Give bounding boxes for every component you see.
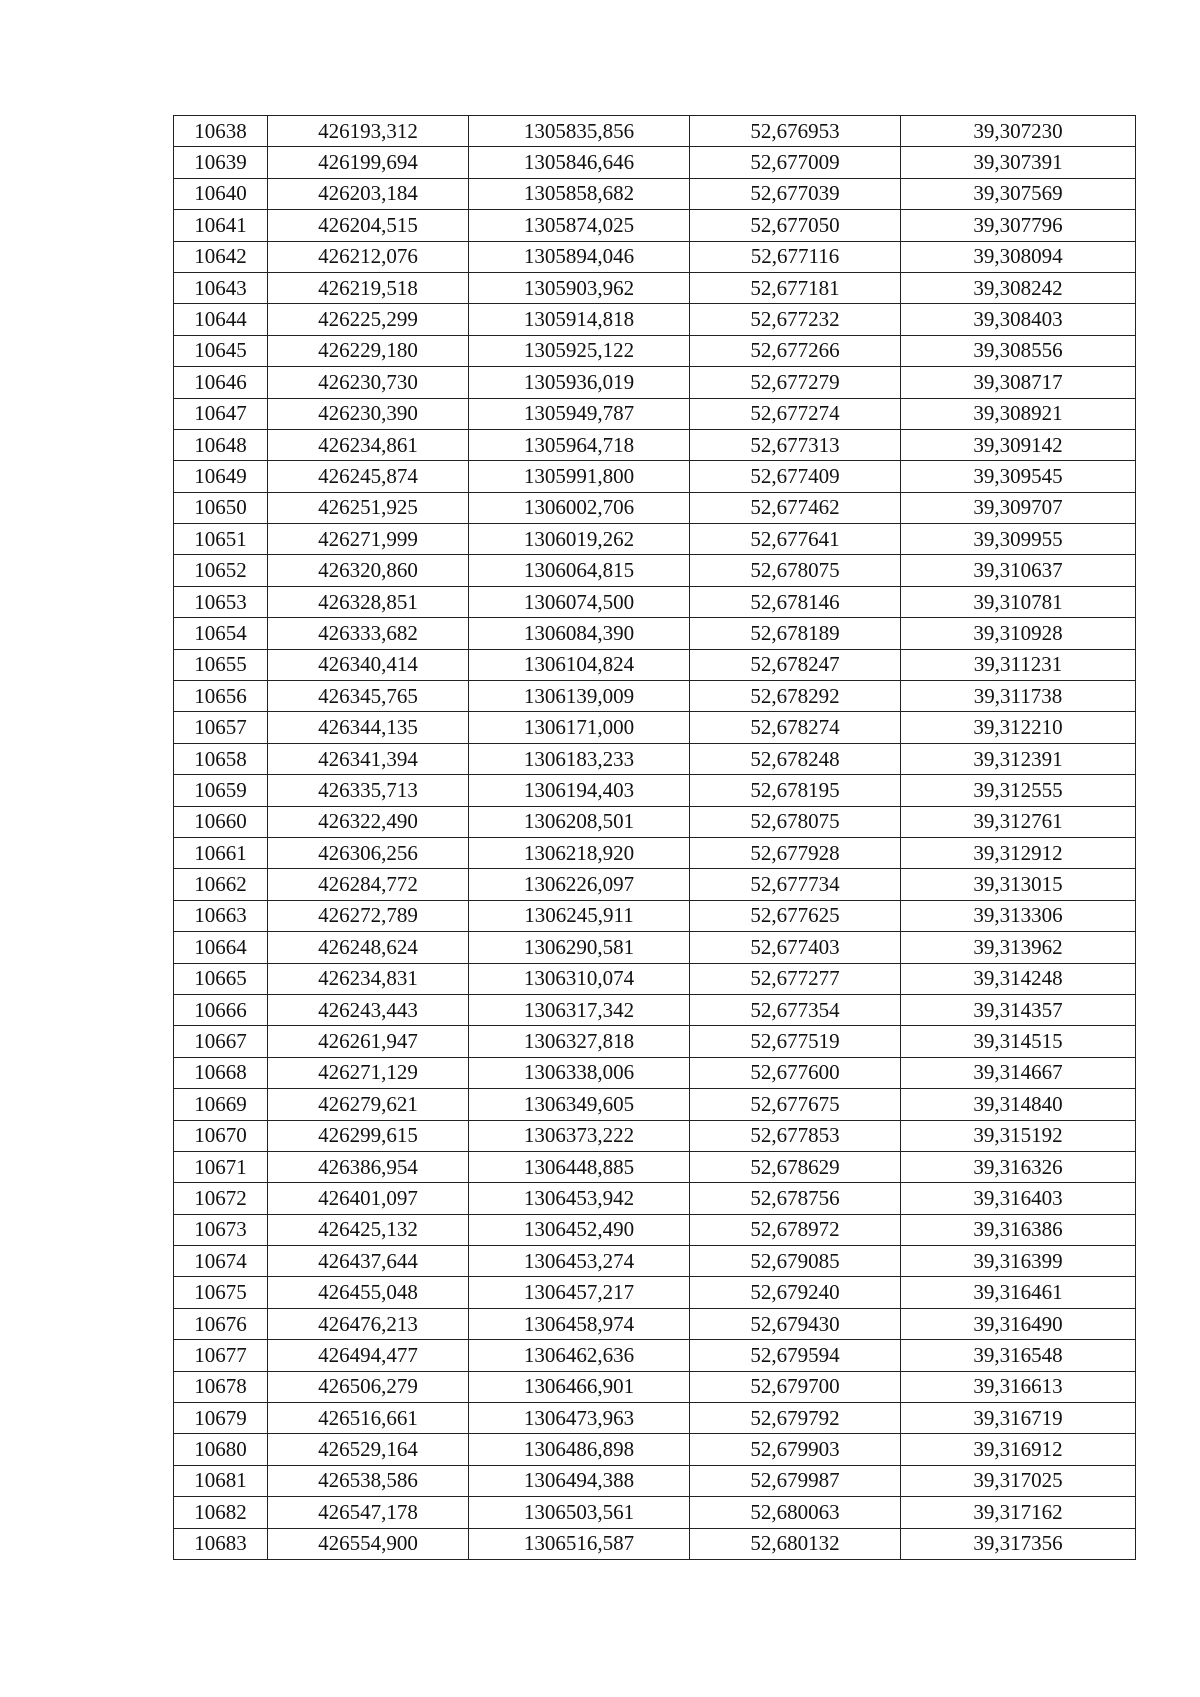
table-row xyxy=(174,681,1136,712)
table-row xyxy=(174,1497,1136,1528)
y-coordinate-cell: 1306310,074 xyxy=(469,963,690,994)
latitude-cell: 52,677232 xyxy=(690,304,901,335)
x-coordinate-cell: 426345,765 xyxy=(268,681,469,712)
latitude-cell: 52,677853 xyxy=(690,1120,901,1151)
latitude-cell: 52,678274 xyxy=(690,712,901,743)
coordinates-table-body xyxy=(174,116,1136,1560)
longitude-cell: 39,312210 xyxy=(901,712,1136,743)
y-coordinate-cell: 1305914,818 xyxy=(469,304,690,335)
longitude-cell: 39,308921 xyxy=(901,398,1136,429)
latitude-cell: 52,677403 xyxy=(690,932,901,963)
y-coordinate-cell: 1306503,561 xyxy=(469,1497,690,1528)
x-coordinate-cell: 426554,900 xyxy=(268,1528,469,1559)
table-row xyxy=(174,555,1136,586)
longitude-cell: 39,312555 xyxy=(901,775,1136,806)
longitude-cell: 39,315192 xyxy=(901,1120,1136,1151)
latitude-cell: 52,677625 xyxy=(690,900,901,931)
x-coordinate-cell: 426328,851 xyxy=(268,586,469,617)
table-row xyxy=(174,1371,1136,1402)
latitude-cell: 52,680132 xyxy=(690,1528,901,1559)
latitude-cell: 52,677928 xyxy=(690,837,901,868)
table-row xyxy=(174,712,1136,743)
longitude-cell: 39,309142 xyxy=(901,429,1136,460)
y-coordinate-cell: 1306486,898 xyxy=(469,1434,690,1465)
y-coordinate-cell: 1306448,885 xyxy=(469,1151,690,1182)
y-coordinate-cell: 1306064,815 xyxy=(469,555,690,586)
longitude-cell: 39,317025 xyxy=(901,1465,1136,1496)
longitude-cell: 39,309707 xyxy=(901,492,1136,523)
y-coordinate-cell: 1305858,682 xyxy=(469,178,690,209)
x-coordinate-cell: 426271,129 xyxy=(268,1057,469,1088)
latitude-cell: 52,677675 xyxy=(690,1089,901,1120)
point-number-cell: 10648 xyxy=(174,429,268,460)
latitude-cell: 52,678189 xyxy=(690,618,901,649)
coordinates-table xyxy=(173,115,1136,1560)
x-coordinate-cell: 426386,954 xyxy=(268,1151,469,1182)
latitude-cell: 52,678756 xyxy=(690,1183,901,1214)
x-coordinate-cell: 426437,644 xyxy=(268,1246,469,1277)
x-coordinate-cell: 426333,682 xyxy=(268,618,469,649)
table-row xyxy=(174,1214,1136,1245)
table-row xyxy=(174,116,1136,147)
point-number-cell: 10675 xyxy=(174,1277,268,1308)
longitude-cell: 39,314840 xyxy=(901,1089,1136,1120)
point-number-cell: 10656 xyxy=(174,681,268,712)
x-coordinate-cell: 426204,515 xyxy=(268,210,469,241)
y-coordinate-cell: 1306317,342 xyxy=(469,994,690,1025)
longitude-cell: 39,316399 xyxy=(901,1246,1136,1277)
x-coordinate-cell: 426506,279 xyxy=(268,1371,469,1402)
table-row xyxy=(174,775,1136,806)
latitude-cell: 52,678146 xyxy=(690,586,901,617)
point-number-cell: 10679 xyxy=(174,1403,268,1434)
longitude-cell: 39,314515 xyxy=(901,1026,1136,1057)
longitude-cell: 39,316548 xyxy=(901,1340,1136,1371)
y-coordinate-cell: 1306194,403 xyxy=(469,775,690,806)
x-coordinate-cell: 426306,256 xyxy=(268,837,469,868)
x-coordinate-cell: 426234,861 xyxy=(268,429,469,460)
table-row xyxy=(174,1528,1136,1559)
latitude-cell: 52,679903 xyxy=(690,1434,901,1465)
latitude-cell: 52,677274 xyxy=(690,398,901,429)
table-row xyxy=(174,1340,1136,1371)
latitude-cell: 52,677277 xyxy=(690,963,901,994)
longitude-cell: 39,313015 xyxy=(901,869,1136,900)
y-coordinate-cell: 1306074,500 xyxy=(469,586,690,617)
latitude-cell: 52,678972 xyxy=(690,1214,901,1245)
longitude-cell: 39,307391 xyxy=(901,147,1136,178)
latitude-cell: 52,677116 xyxy=(690,241,901,272)
table-row xyxy=(174,932,1136,963)
table-row xyxy=(174,147,1136,178)
y-coordinate-cell: 1305835,856 xyxy=(469,116,690,147)
latitude-cell: 52,677519 xyxy=(690,1026,901,1057)
table-row xyxy=(174,806,1136,837)
point-number-cell: 10658 xyxy=(174,743,268,774)
longitude-cell: 39,316613 xyxy=(901,1371,1136,1402)
table-row xyxy=(174,335,1136,366)
table-row xyxy=(174,1403,1136,1434)
longitude-cell: 39,309545 xyxy=(901,461,1136,492)
y-coordinate-cell: 1305846,646 xyxy=(469,147,690,178)
point-number-cell: 10673 xyxy=(174,1214,268,1245)
longitude-cell: 39,314357 xyxy=(901,994,1136,1025)
longitude-cell: 39,308403 xyxy=(901,304,1136,335)
y-coordinate-cell: 1306338,006 xyxy=(469,1057,690,1088)
point-number-cell: 10652 xyxy=(174,555,268,586)
longitude-cell: 39,310637 xyxy=(901,555,1136,586)
y-coordinate-cell: 1306516,587 xyxy=(469,1528,690,1559)
x-coordinate-cell: 426225,299 xyxy=(268,304,469,335)
latitude-cell: 52,678248 xyxy=(690,743,901,774)
latitude-cell: 52,679594 xyxy=(690,1340,901,1371)
longitude-cell: 39,308094 xyxy=(901,241,1136,272)
longitude-cell: 39,307796 xyxy=(901,210,1136,241)
x-coordinate-cell: 426229,180 xyxy=(268,335,469,366)
table-row xyxy=(174,210,1136,241)
latitude-cell: 52,678247 xyxy=(690,649,901,680)
y-coordinate-cell: 1306245,911 xyxy=(469,900,690,931)
x-coordinate-cell: 426320,860 xyxy=(268,555,469,586)
longitude-cell: 39,316386 xyxy=(901,1214,1136,1245)
point-number-cell: 10680 xyxy=(174,1434,268,1465)
longitude-cell: 39,316719 xyxy=(901,1403,1136,1434)
x-coordinate-cell: 426271,999 xyxy=(268,524,469,555)
x-coordinate-cell: 426248,624 xyxy=(268,932,469,963)
point-number-cell: 10659 xyxy=(174,775,268,806)
x-coordinate-cell: 426322,490 xyxy=(268,806,469,837)
x-coordinate-cell: 426245,874 xyxy=(268,461,469,492)
longitude-cell: 39,316490 xyxy=(901,1308,1136,1339)
latitude-cell: 52,677181 xyxy=(690,272,901,303)
point-number-cell: 10653 xyxy=(174,586,268,617)
y-coordinate-cell: 1306327,818 xyxy=(469,1026,690,1057)
point-number-cell: 10647 xyxy=(174,398,268,429)
point-number-cell: 10654 xyxy=(174,618,268,649)
latitude-cell: 52,680063 xyxy=(690,1497,901,1528)
longitude-cell: 39,316326 xyxy=(901,1151,1136,1182)
point-number-cell: 10681 xyxy=(174,1465,268,1496)
x-coordinate-cell: 426529,164 xyxy=(268,1434,469,1465)
y-coordinate-cell: 1306290,581 xyxy=(469,932,690,963)
x-coordinate-cell: 426341,394 xyxy=(268,743,469,774)
longitude-cell: 39,313306 xyxy=(901,900,1136,931)
table-row xyxy=(174,1246,1136,1277)
table-row xyxy=(174,304,1136,335)
point-number-cell: 10642 xyxy=(174,241,268,272)
table-row xyxy=(174,994,1136,1025)
longitude-cell: 39,308242 xyxy=(901,272,1136,303)
longitude-cell: 39,316403 xyxy=(901,1183,1136,1214)
point-number-cell: 10662 xyxy=(174,869,268,900)
x-coordinate-cell: 426193,312 xyxy=(268,116,469,147)
table-row xyxy=(174,1465,1136,1496)
table-row xyxy=(174,963,1136,994)
table-row xyxy=(174,367,1136,398)
table-row xyxy=(174,1089,1136,1120)
latitude-cell: 52,677462 xyxy=(690,492,901,523)
y-coordinate-cell: 1306452,490 xyxy=(469,1214,690,1245)
y-coordinate-cell: 1306453,942 xyxy=(469,1183,690,1214)
table-row xyxy=(174,1057,1136,1088)
table-row xyxy=(174,743,1136,774)
latitude-cell: 52,679987 xyxy=(690,1465,901,1496)
y-coordinate-cell: 1306462,636 xyxy=(469,1340,690,1371)
point-number-cell: 10669 xyxy=(174,1089,268,1120)
longitude-cell: 39,314248 xyxy=(901,963,1136,994)
point-number-cell: 10678 xyxy=(174,1371,268,1402)
point-number-cell: 10638 xyxy=(174,116,268,147)
latitude-cell: 52,676953 xyxy=(690,116,901,147)
longitude-cell: 39,313962 xyxy=(901,932,1136,963)
point-number-cell: 10661 xyxy=(174,837,268,868)
latitude-cell: 52,679430 xyxy=(690,1308,901,1339)
table-row xyxy=(174,1151,1136,1182)
x-coordinate-cell: 426261,947 xyxy=(268,1026,469,1057)
longitude-cell: 39,307230 xyxy=(901,116,1136,147)
longitude-cell: 39,312912 xyxy=(901,837,1136,868)
x-coordinate-cell: 426401,097 xyxy=(268,1183,469,1214)
table-row xyxy=(174,429,1136,460)
y-coordinate-cell: 1306084,390 xyxy=(469,618,690,649)
x-coordinate-cell: 426199,694 xyxy=(268,147,469,178)
x-coordinate-cell: 426476,213 xyxy=(268,1308,469,1339)
y-coordinate-cell: 1305874,025 xyxy=(469,210,690,241)
point-number-cell: 10644 xyxy=(174,304,268,335)
longitude-cell: 39,308556 xyxy=(901,335,1136,366)
x-coordinate-cell: 426284,772 xyxy=(268,869,469,900)
longitude-cell: 39,314667 xyxy=(901,1057,1136,1088)
table-row xyxy=(174,586,1136,617)
x-coordinate-cell: 426547,178 xyxy=(268,1497,469,1528)
table-row xyxy=(174,461,1136,492)
latitude-cell: 52,678075 xyxy=(690,555,901,586)
table-row xyxy=(174,618,1136,649)
y-coordinate-cell: 1306218,920 xyxy=(469,837,690,868)
point-number-cell: 10660 xyxy=(174,806,268,837)
table-row xyxy=(174,900,1136,931)
latitude-cell: 52,677050 xyxy=(690,210,901,241)
latitude-cell: 52,678195 xyxy=(690,775,901,806)
point-number-cell: 10670 xyxy=(174,1120,268,1151)
latitude-cell: 52,678075 xyxy=(690,806,901,837)
point-number-cell: 10640 xyxy=(174,178,268,209)
table-row xyxy=(174,1277,1136,1308)
latitude-cell: 52,678292 xyxy=(690,681,901,712)
y-coordinate-cell: 1305991,800 xyxy=(469,461,690,492)
y-coordinate-cell: 1305964,718 xyxy=(469,429,690,460)
table-row xyxy=(174,649,1136,680)
latitude-cell: 52,678629 xyxy=(690,1151,901,1182)
point-number-cell: 10655 xyxy=(174,649,268,680)
y-coordinate-cell: 1306104,824 xyxy=(469,649,690,680)
x-coordinate-cell: 426299,615 xyxy=(268,1120,469,1151)
y-coordinate-cell: 1305894,046 xyxy=(469,241,690,272)
latitude-cell: 52,679085 xyxy=(690,1246,901,1277)
y-coordinate-cell: 1306494,388 xyxy=(469,1465,690,1496)
x-coordinate-cell: 426455,048 xyxy=(268,1277,469,1308)
x-coordinate-cell: 426538,586 xyxy=(268,1465,469,1496)
y-coordinate-cell: 1305949,787 xyxy=(469,398,690,429)
latitude-cell: 52,677409 xyxy=(690,461,901,492)
latitude-cell: 52,677279 xyxy=(690,367,901,398)
longitude-cell: 39,312391 xyxy=(901,743,1136,774)
y-coordinate-cell: 1306473,963 xyxy=(469,1403,690,1434)
x-coordinate-cell: 426340,414 xyxy=(268,649,469,680)
point-number-cell: 10671 xyxy=(174,1151,268,1182)
table-row xyxy=(174,241,1136,272)
y-coordinate-cell: 1306466,901 xyxy=(469,1371,690,1402)
point-number-cell: 10646 xyxy=(174,367,268,398)
y-coordinate-cell: 1305936,019 xyxy=(469,367,690,398)
longitude-cell: 39,310781 xyxy=(901,586,1136,617)
longitude-cell: 39,308717 xyxy=(901,367,1136,398)
table-row xyxy=(174,492,1136,523)
point-number-cell: 10677 xyxy=(174,1340,268,1371)
latitude-cell: 52,677039 xyxy=(690,178,901,209)
x-coordinate-cell: 426335,713 xyxy=(268,775,469,806)
y-coordinate-cell: 1305903,962 xyxy=(469,272,690,303)
latitude-cell: 52,679240 xyxy=(690,1277,901,1308)
y-coordinate-cell: 1306002,706 xyxy=(469,492,690,523)
table-row xyxy=(174,272,1136,303)
point-number-cell: 10650 xyxy=(174,492,268,523)
y-coordinate-cell: 1306453,274 xyxy=(469,1246,690,1277)
y-coordinate-cell: 1306019,262 xyxy=(469,524,690,555)
longitude-cell: 39,312761 xyxy=(901,806,1136,837)
table-row xyxy=(174,524,1136,555)
point-number-cell: 10664 xyxy=(174,932,268,963)
y-coordinate-cell: 1306171,000 xyxy=(469,712,690,743)
x-coordinate-cell: 426272,789 xyxy=(268,900,469,931)
latitude-cell: 52,679792 xyxy=(690,1403,901,1434)
longitude-cell: 39,309955 xyxy=(901,524,1136,555)
y-coordinate-cell: 1306183,233 xyxy=(469,743,690,774)
point-number-cell: 10665 xyxy=(174,963,268,994)
y-coordinate-cell: 1306208,501 xyxy=(469,806,690,837)
y-coordinate-cell: 1306458,974 xyxy=(469,1308,690,1339)
x-coordinate-cell: 426243,443 xyxy=(268,994,469,1025)
longitude-cell: 39,317356 xyxy=(901,1528,1136,1559)
x-coordinate-cell: 426219,518 xyxy=(268,272,469,303)
point-number-cell: 10651 xyxy=(174,524,268,555)
y-coordinate-cell: 1306226,097 xyxy=(469,869,690,900)
point-number-cell: 10649 xyxy=(174,461,268,492)
y-coordinate-cell: 1306373,222 xyxy=(469,1120,690,1151)
longitude-cell: 39,310928 xyxy=(901,618,1136,649)
point-number-cell: 10683 xyxy=(174,1528,268,1559)
table-row xyxy=(174,1120,1136,1151)
point-number-cell: 10682 xyxy=(174,1497,268,1528)
y-coordinate-cell: 1306139,009 xyxy=(469,681,690,712)
point-number-cell: 10657 xyxy=(174,712,268,743)
table-row xyxy=(174,398,1136,429)
x-coordinate-cell: 426494,477 xyxy=(268,1340,469,1371)
latitude-cell: 52,677600 xyxy=(690,1057,901,1088)
y-coordinate-cell: 1305925,122 xyxy=(469,335,690,366)
longitude-cell: 39,316461 xyxy=(901,1277,1136,1308)
x-coordinate-cell: 426251,925 xyxy=(268,492,469,523)
latitude-cell: 52,677266 xyxy=(690,335,901,366)
longitude-cell: 39,311738 xyxy=(901,681,1136,712)
longitude-cell: 39,307569 xyxy=(901,178,1136,209)
point-number-cell: 10676 xyxy=(174,1308,268,1339)
point-number-cell: 10641 xyxy=(174,210,268,241)
latitude-cell: 52,677641 xyxy=(690,524,901,555)
latitude-cell: 52,677313 xyxy=(690,429,901,460)
latitude-cell: 52,679700 xyxy=(690,1371,901,1402)
longitude-cell: 39,316912 xyxy=(901,1434,1136,1465)
table-row xyxy=(174,1308,1136,1339)
table-row xyxy=(174,1026,1136,1057)
x-coordinate-cell: 426234,831 xyxy=(268,963,469,994)
table-row xyxy=(174,1434,1136,1465)
x-coordinate-cell: 426516,661 xyxy=(268,1403,469,1434)
x-coordinate-cell: 426203,184 xyxy=(268,178,469,209)
point-number-cell: 10668 xyxy=(174,1057,268,1088)
latitude-cell: 52,677009 xyxy=(690,147,901,178)
x-coordinate-cell: 426230,390 xyxy=(268,398,469,429)
point-number-cell: 10643 xyxy=(174,272,268,303)
point-number-cell: 10667 xyxy=(174,1026,268,1057)
table-row xyxy=(174,1183,1136,1214)
latitude-cell: 52,677354 xyxy=(690,994,901,1025)
x-coordinate-cell: 426230,730 xyxy=(268,367,469,398)
x-coordinate-cell: 426425,132 xyxy=(268,1214,469,1245)
x-coordinate-cell: 426279,621 xyxy=(268,1089,469,1120)
y-coordinate-cell: 1306457,217 xyxy=(469,1277,690,1308)
point-number-cell: 10639 xyxy=(174,147,268,178)
point-number-cell: 10663 xyxy=(174,900,268,931)
point-number-cell: 10674 xyxy=(174,1246,268,1277)
table-row xyxy=(174,869,1136,900)
latitude-cell: 52,677734 xyxy=(690,869,901,900)
x-coordinate-cell: 426344,135 xyxy=(268,712,469,743)
point-number-cell: 10645 xyxy=(174,335,268,366)
y-coordinate-cell: 1306349,605 xyxy=(469,1089,690,1120)
point-number-cell: 10666 xyxy=(174,994,268,1025)
x-coordinate-cell: 426212,076 xyxy=(268,241,469,272)
point-number-cell: 10672 xyxy=(174,1183,268,1214)
longitude-cell: 39,317162 xyxy=(901,1497,1136,1528)
longitude-cell: 39,311231 xyxy=(901,649,1136,680)
table-row xyxy=(174,837,1136,868)
table-row xyxy=(174,178,1136,209)
